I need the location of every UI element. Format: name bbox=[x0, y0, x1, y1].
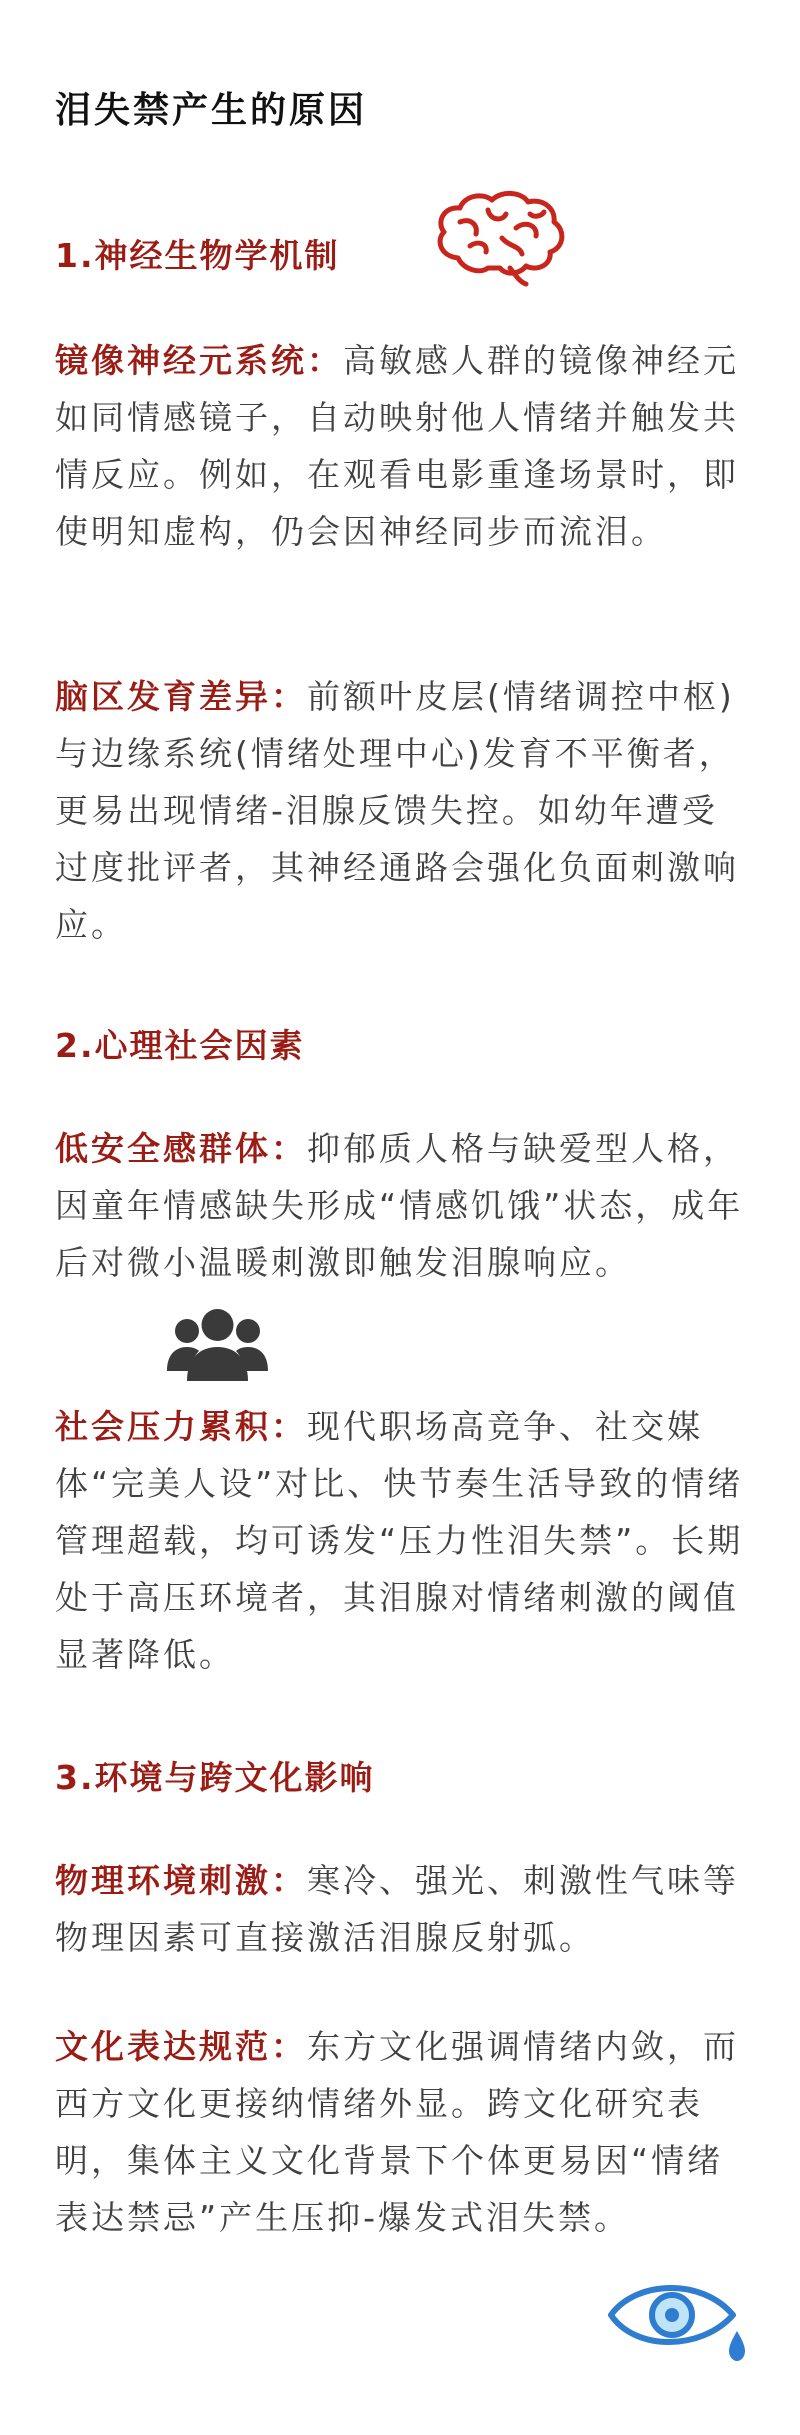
item-term: 文化表达规范： bbox=[55, 2027, 307, 2066]
item-low-security bbox=[55, 1120, 750, 1291]
item-social-pressure bbox=[55, 1398, 750, 1683]
teary-eye-icon bbox=[605, 2275, 750, 2365]
people-group-icon bbox=[165, 1305, 270, 1383]
item-text: 东方文化强调情绪内敛，而西方文化更接纳情绪外显。跨文化研究表明，集体主义文化背景下个体更易因“情绪表达禁忌”产生压抑-爆发式泪失禁。 bbox=[55, 2027, 739, 2237]
item-text: 现代职场高竞争、社交媒体“完美人设”对比、快节奏生活导致的情绪管理超载，均可诱发“压力性泪失禁”。长期处于高压环境者，其泪腺对情绪刺激的阈值显著降低。 bbox=[55, 1407, 744, 1674]
item-text: 抑郁质人格与缺爱型人格，因童年情感缺失形成“情感饥饿”状态，成年后对微小温暖刺激即触发泪腺响应。 bbox=[55, 1129, 744, 1282]
page-title: 泪失禁产生的原因 bbox=[55, 90, 368, 131]
item-term: 镜像神经元系统： bbox=[55, 341, 343, 380]
item-text: 高敏感人群的镜像神经元如同情感镜子，自动映射他人情绪并触发共情反应。例如，在观看电影重逢场景时，即使明知虚构，仍会因神经同步而流泪。 bbox=[55, 341, 739, 551]
section-heading-environment-culture: 3.环境与跨文化影响 bbox=[55, 1758, 375, 1797]
item-cultural-norms bbox=[55, 2018, 750, 2246]
item-mirror-neurons bbox=[55, 332, 750, 560]
item-brain-development bbox=[55, 668, 750, 953]
item-text: 前额叶皮层(情绪调控中枢)与边缘系统(情绪处理中心)发育不平衡者，更易出现情绪-泪腺反馈失控。如幼年遭受过度批评者，其神经通路会强化负面刺激响应。 bbox=[55, 677, 739, 944]
item-term: 物理环境刺激： bbox=[55, 1861, 307, 1900]
section-heading-neurobiology: 1.神经生物学机制 bbox=[55, 236, 340, 275]
item-term: 低安全感群体： bbox=[55, 1129, 307, 1168]
section-heading-psychosocial: 2.心理社会因素 bbox=[55, 1026, 305, 1065]
item-physical-environment bbox=[55, 1852, 750, 1966]
item-term: 脑区发育差异： bbox=[55, 677, 307, 716]
item-term: 社会压力累积： bbox=[55, 1407, 307, 1446]
brain-icon bbox=[430, 188, 570, 288]
item-text: 寒冷、强光、刺激性气味等物理因素可直接激活泪腺反射弧。 bbox=[55, 1861, 739, 1957]
